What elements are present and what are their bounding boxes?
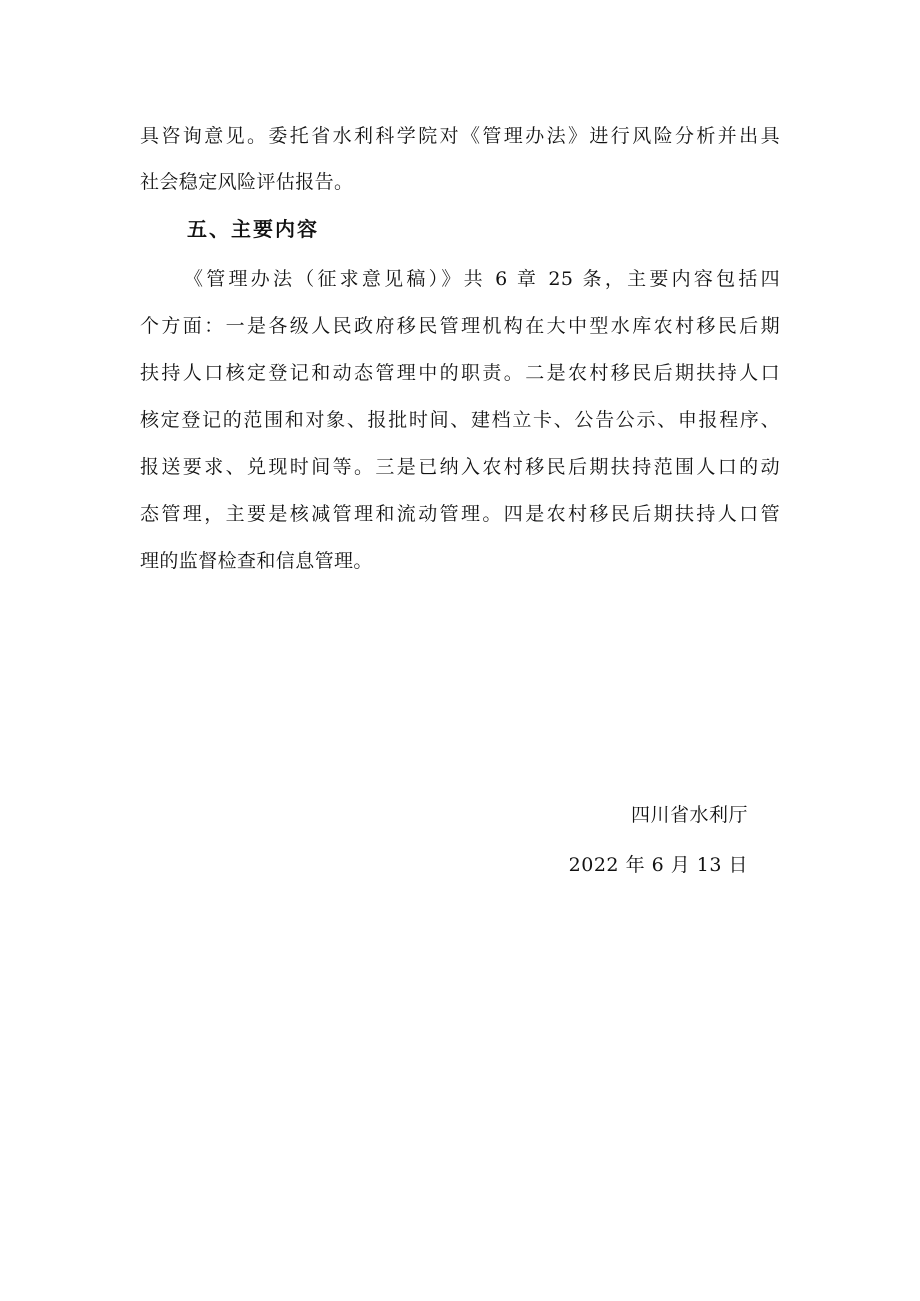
body-line-3: 扶持人口核定登记和动态管理中的职责。二是农村移民后期扶持人口 bbox=[140, 362, 780, 384]
body-line-5: 报送要求、兑现时间等。三是已纳入农村移民后期扶持范围人口的动 bbox=[140, 456, 780, 478]
signature-date: 2022 年 6 月 13 日 bbox=[568, 854, 748, 876]
paragraph-line-2: 社会稳定风险评估报告。 bbox=[140, 171, 354, 193]
body-line-7: 理的监督检查和信息管理。 bbox=[140, 550, 373, 572]
paragraph-line-1: 具咨询意见。委托省水利科学院对《管理办法》进行风险分析并出具 bbox=[140, 125, 780, 147]
body-line-1: 《管理办法（征求意见稿）》共 6 章 25 条，主要内容包括四 bbox=[184, 268, 780, 290]
section-heading: 五、主要内容 bbox=[187, 217, 319, 241]
body-line-4: 核定登记的范围和对象、报批时间、建档立卡、公告公示、申报程序、 bbox=[140, 409, 780, 431]
body-line-6: 态管理，主要是核减管理和流动管理。四是农村移民后期扶持人口管 bbox=[140, 503, 780, 525]
signature-organization: 四川省水利厅 bbox=[630, 804, 748, 826]
body-line-2: 个方面：一是各级人民政府移民管理机构在大中型水库农村移民后期 bbox=[140, 315, 780, 337]
